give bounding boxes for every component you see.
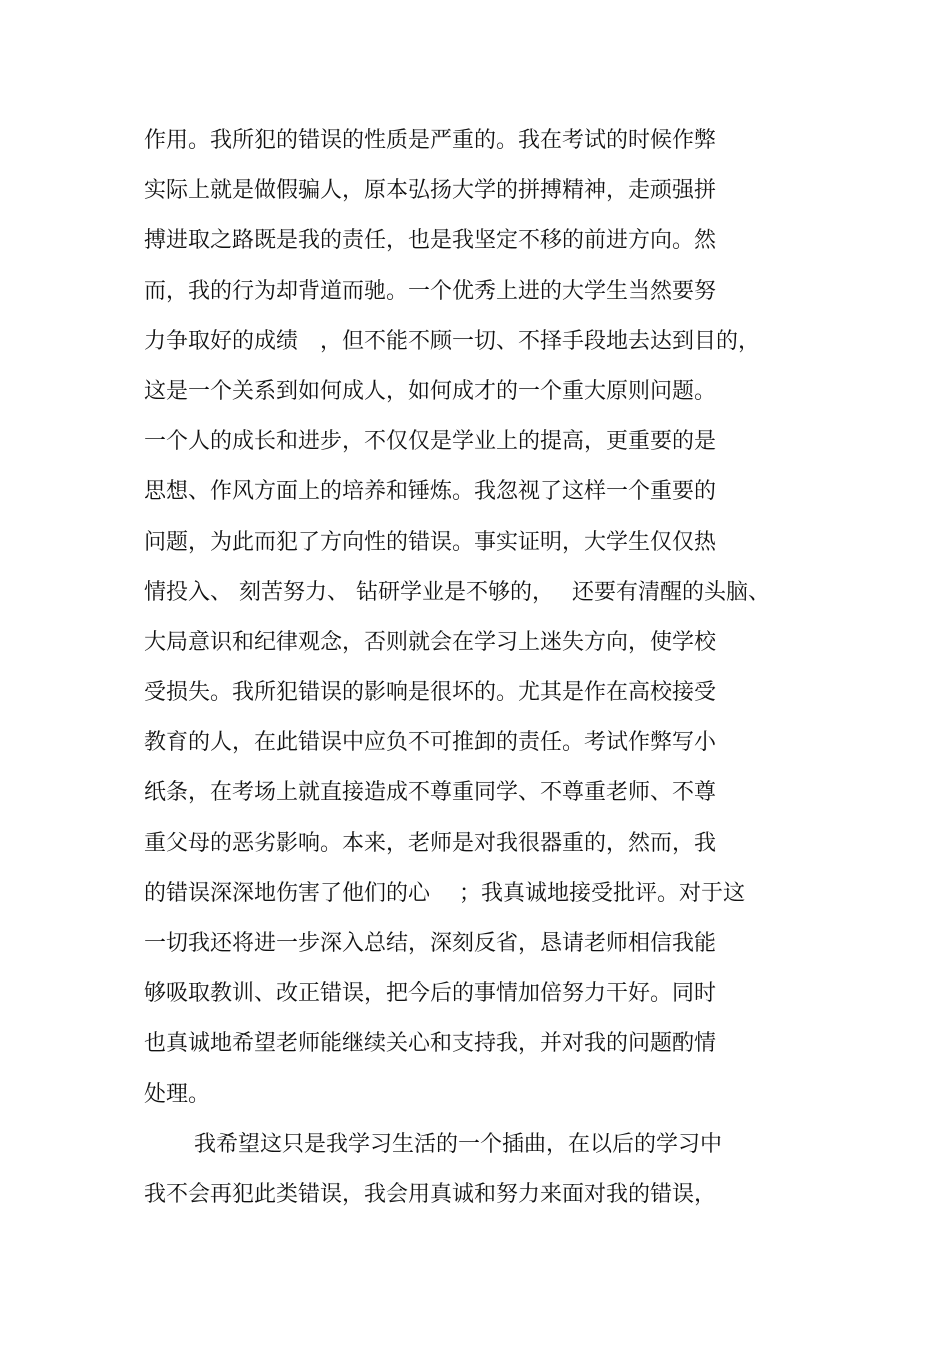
text-line: 够吸取教训、改正错误，把今后的事情加倍努力干好。同时: [144, 981, 717, 1007]
text-line: 教育的人，在此错误中应负不可推卸的责任。考试作弊写小: [144, 730, 717, 756]
text-line: 也真诚地希望老师能继续关心和支持我，并对我的问题酌情: [144, 1031, 717, 1057]
text-line: 我不会再犯此类错误，我会用真诚和努力来面对我的错误，: [144, 1181, 717, 1207]
text-line: 大局意识和纪律观念，否则就会在学习上迷失方向，使学校: [144, 629, 717, 655]
text-line: 力争取好的成绩 ，但不能不顾一切、不择手段地去达到目的，: [144, 328, 761, 354]
text-line: 一个人的成长和进步，不仅仅是学业上的提高，更重要的是: [144, 429, 717, 455]
text-line: 问题，为此而犯了方向性的错误。事实证明，大学生仅仅热: [144, 529, 717, 555]
text-line: 作用。我所犯的错误的性质是严重的。我在考试的时候作弊: [144, 128, 717, 153]
text-line: 重父母的恶劣影响。本来，老师是对我很器重的，然而，我: [144, 830, 717, 856]
text-line: 的错误深深地伤害了他们的心 ；我真诚地接受批评。对于这: [144, 880, 745, 906]
text-line: 搏进取之路既是我的责任，也是我坚定不移的前进方向。然: [144, 228, 717, 254]
text-line: 一切我还将进一步深入总结，深刻反省，恳请老师相信我能: [144, 931, 717, 956]
body-text: [144, 122, 844, 1226]
text-line: 情投入、 刻苦努力、 钻研学业是不够的， 还要有清醒的头脑、: [144, 579, 770, 605]
text-line: 纸条，在考场上就直接造成不尊重同学、不尊重老师、不尊: [144, 780, 717, 806]
paragraph-first-line: 我希望这只是我学习生活的一个插曲，在以后的学习中: [194, 1131, 723, 1157]
text-line: 这是一个关系到如何成人，如何成才的一个重大原则问题。: [144, 378, 717, 404]
text-line: 受损失。我所犯错误的影响是很坏的。尤其是作在高校接受: [144, 680, 717, 706]
text-line: 处理。: [144, 1081, 211, 1107]
text-line: 思想、作风方面上的培养和锤炼。我忽视了这样一个重要的: [144, 479, 717, 505]
text-line: 实际上就是做假骗人，原本弘扬大学的拼搏精神，走顽强拼: [144, 178, 717, 204]
text-line: 而，我的行为却背道而驰。一个优秀上进的大学生当然要努: [144, 278, 717, 304]
